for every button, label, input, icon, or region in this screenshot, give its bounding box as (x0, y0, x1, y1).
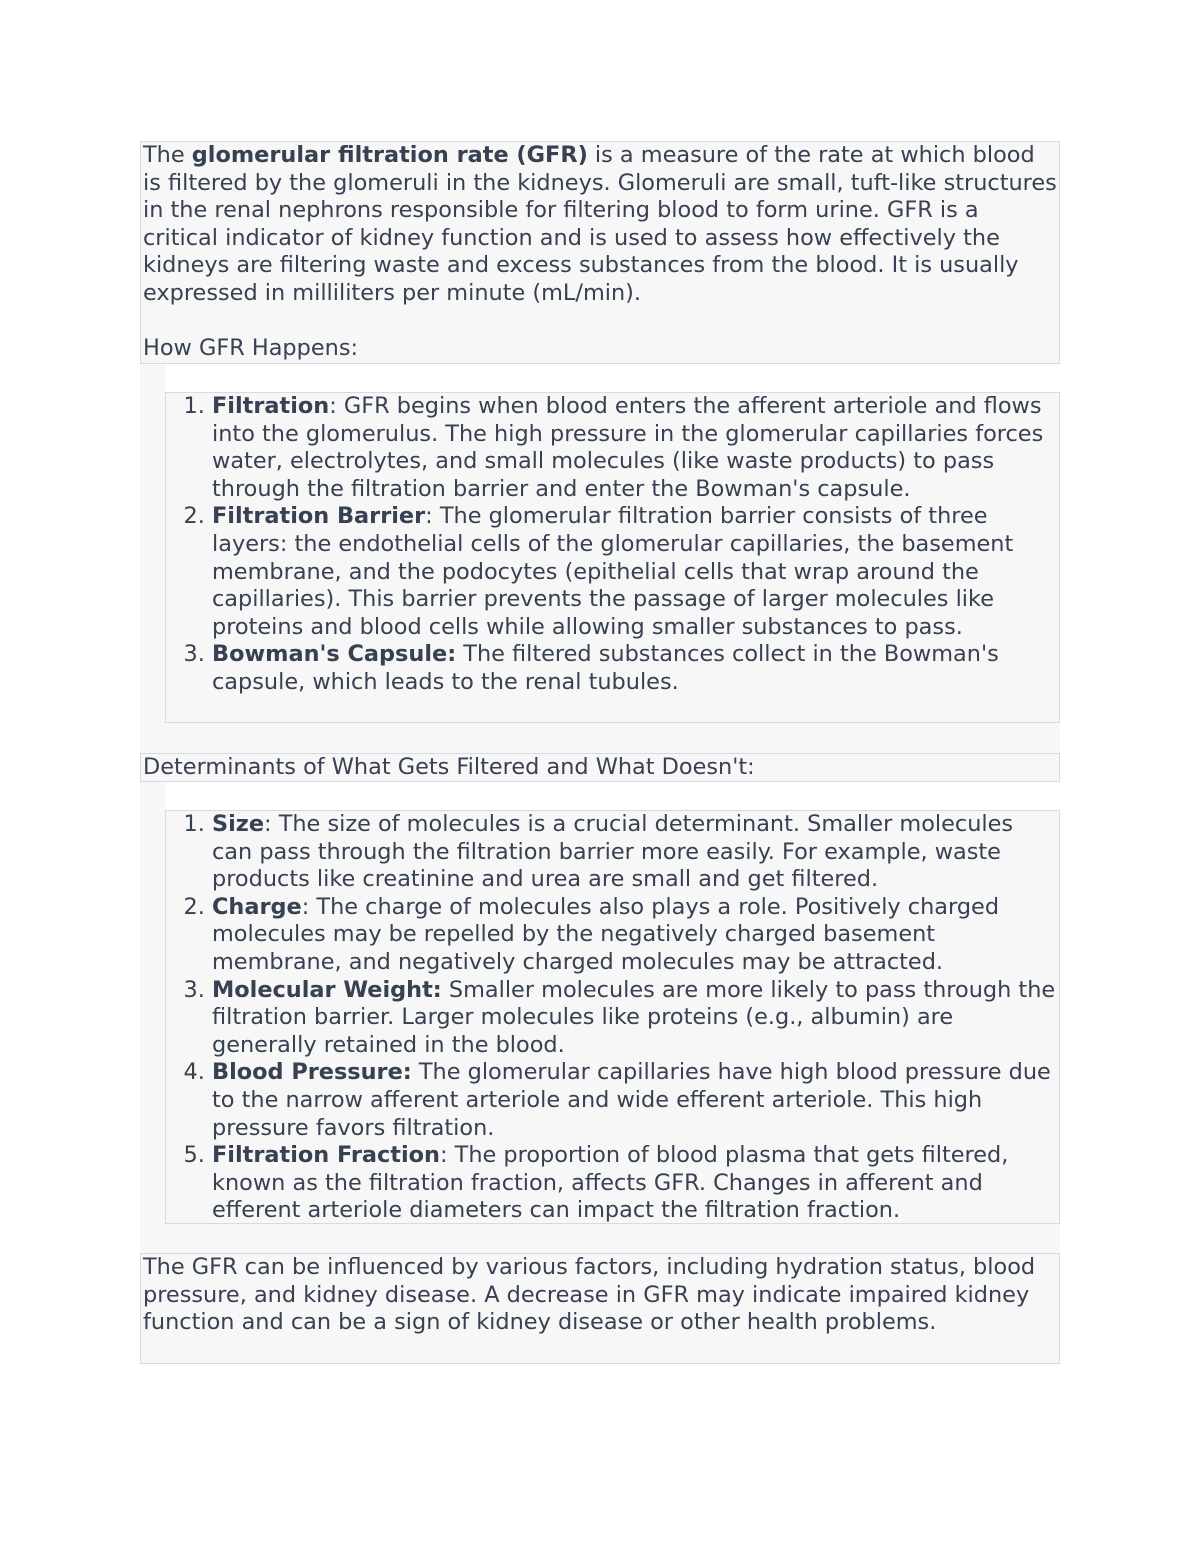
list-item-text: : The charge of molecules also plays a role. Positively charged molecules may be repelled by the negatively charged basement membrane, and negatively charged molecules may be attracted. (212, 893, 1000, 975)
list-item-term: Filtration Barrier (212, 503, 426, 530)
gap-band-1 (140, 723, 1060, 753)
list-item-text: : The proportion of blood plasma that gets filtered, known as the filtration fraction, affects GFR. Changes in afferent and efferent arteriole diameters can impact the filtration fraction. (212, 1142, 1009, 1224)
intro-term: glomerular filtration rate (GFR) (191, 142, 588, 168)
how-gfr-list-box (165, 392, 1060, 723)
intro-block (140, 141, 1060, 364)
list-item (212, 393, 1059, 503)
list-item-text: The filtered substances collect in the Bowman's capsule, which leads to the renal tubules. (212, 641, 999, 695)
list-item-term: Bowman's Capsule: (212, 641, 457, 668)
conclusion-block (140, 1253, 1060, 1364)
list-item (212, 641, 1059, 696)
determinants-heading: Determinants of What Gets Filtered and What Doesn't: (143, 754, 755, 780)
how-gfr-heading: How GFR Happens: (143, 335, 359, 362)
list-item-term: Molecular Weight: (212, 976, 442, 1003)
intro-paragraph (143, 142, 1059, 308)
list-band-1 (140, 364, 166, 724)
list-item-term: Filtration (212, 393, 330, 419)
paragraph-spacer (143, 308, 1059, 336)
how-gfr-list (166, 393, 1059, 697)
list-item-term: Size (212, 811, 265, 837)
intro-text: is a measure of the rate at which blood is filtered by the glomeruli in the kidneys. Glomeruli are small, tuft-like structures in the renal nephrons responsible for filtering blood to form urine. GFR is a critical indicator of kidney function and is used to assess how effectively the kidneys are filtering waste and excess substances from the blood. It is usually expressed in milliliters per minute (mL/min). (143, 142, 1057, 306)
list-item (212, 503, 1059, 641)
list-item-text: : GFR begins when blood enters the afferent arteriole and flows into the glomerulus. The high pressure in the glomerular capillaries forces water, electrolytes, and small molecules (like waste products) to pass through the filtration barrier and enter the Bowman's capsule. (212, 393, 1044, 502)
list-item-text: : The glomerular filtration barrier consists of three layers: the endothelial cells of the glomerular capillaries, the basement membrane, and the podocytes (epithelial cells that wrap around the capillaries). This barrier prevents the passage of larger molecules like proteins and blood cells while allowing smaller substances to pass. (212, 503, 1014, 640)
list-item-text: Smaller molecules are more likely to pass through the filtration barrier. Larger molecules like proteins (e.g., albumin) are generally retained in the blood. (212, 976, 1056, 1058)
list-band-2 (140, 781, 166, 1224)
list-item-term: Blood Pressure: (212, 1059, 412, 1086)
list-item-text: The glomerular capillaries have high blood pressure due to the narrow afferent arteriole and wide efferent arteriole. This high pressure favors filtration. (212, 1059, 1051, 1141)
list-item (212, 1059, 1059, 1142)
list-item-term: Filtration Fraction (212, 1142, 440, 1169)
list-item (212, 811, 1059, 894)
determinants-heading-box (140, 753, 1060, 782)
list-item (212, 1142, 1059, 1225)
list-item-term: Charge (212, 893, 302, 920)
gap-band-2 (140, 1223, 1060, 1253)
list-item (212, 894, 1059, 977)
conclusion-paragraph: The GFR can be influenced by various factors, including hydration status, blood pressure, and kidney disease. A decrease in GFR may indicate impaired kidney function and can be a sign of kidney disease or other health problems. (143, 1254, 1036, 1336)
list-item (212, 977, 1059, 1060)
intro-lead: The (143, 142, 192, 168)
determinants-list-box (165, 810, 1060, 1224)
determinants-list (166, 811, 1059, 1225)
list-item-text: : The size of molecules is a crucial determinant. Smaller molecules can pass through the filtration barrier more easily. For example, waste products like creatinine and urea are small and get filtered. (212, 811, 1014, 893)
